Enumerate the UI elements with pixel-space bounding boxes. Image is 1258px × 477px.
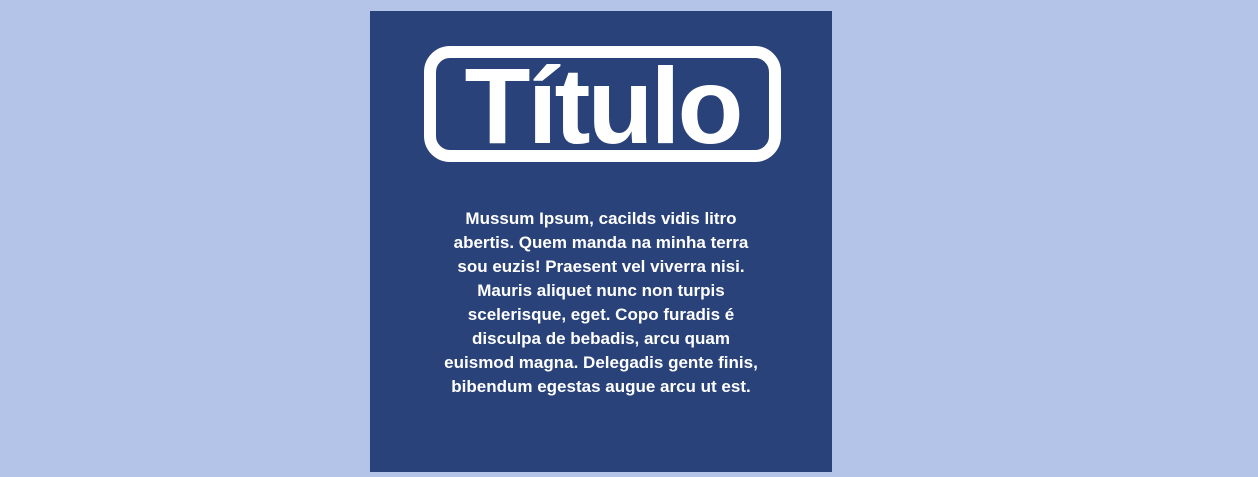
card-title: Título bbox=[464, 46, 741, 162]
title-frame bbox=[424, 46, 781, 162]
card-body-text: Mussum Ipsum, cacilds vidis litro abertis. Quem manda na minha terra sou euzis! Praesent vel viverra nisi. Mauris aliquet nunc non turpis scelerisque, eget. Copo furadis é disculpa de bebadis, arcu quam euismod magna. Delegadis gente finis, bibendum egestas augue arcu ut est. bbox=[444, 209, 758, 396]
content-card bbox=[370, 11, 832, 472]
